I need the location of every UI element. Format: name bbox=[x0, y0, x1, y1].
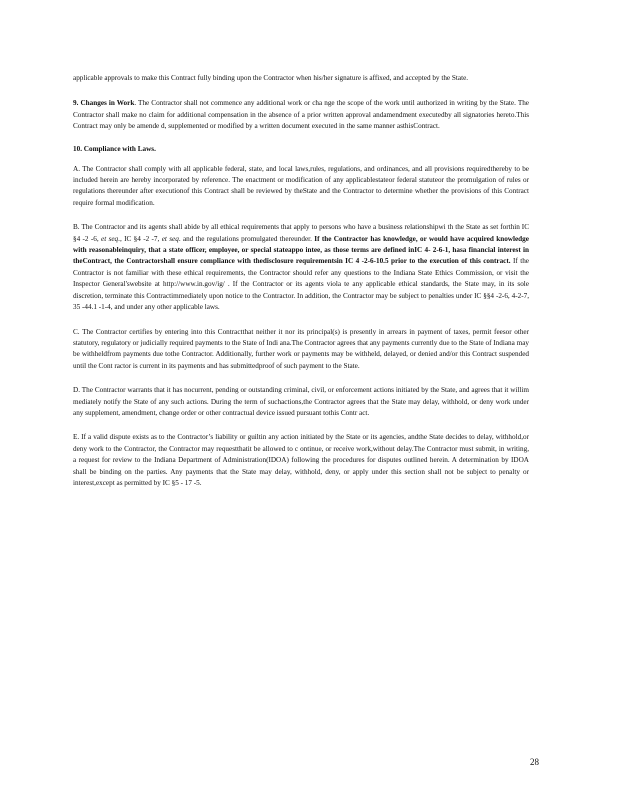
section-9-text: . The Contractor shall not commence any additional work or cha nge the scope of the work until authorized in writing by the State. The Contractor shall make no claim for additional compensation in the absence of a prior written approval andamendment executedby all signatories hereto.This Contract may only be amende d, supplemented or modified by a written document executed in the same manner asthisContract. bbox=[73, 99, 529, 131]
paragraph-10b bbox=[73, 222, 529, 313]
paragraph-10b-part3: . and the regulations promulgated thereunder. bbox=[178, 234, 312, 243]
paragraph-10a: A. The Contractor shall comply with all applicable federal, state, and local laws,rules, regulations, and ordinances, and all provisions requiredthereby to be included herein are hereby incorporated by reference. The enactment or modification of any applicablestateor federal statuteor the promulgation of rules or regulations thereunder after executionof this Contract shall be reviewed by theState and the Contractor to determine whether the provisions of this Contract require formal modification. bbox=[73, 164, 529, 207]
paragraph-10b-part1: B. The Contractor and its agents shall abide by all ethical requirements that apply to persons who have a business relationshipwi th the State as set forthin IC §4 -2 -6, bbox=[73, 223, 529, 243]
paragraph-approvals: applicable approvals to make this Contract fully binding upon the Contractor when his/her signature is affixed, and accepted by the State. bbox=[73, 74, 469, 82]
et-seq-1: et seq bbox=[101, 234, 119, 243]
section-9-changes-in-work bbox=[73, 98, 529, 132]
section-9-label: 9. Changes in Work bbox=[73, 99, 135, 108]
paragraph-10d: D. The Contractor warrants that it has nocurrent, pending or outstanding criminal, civil, or enforcement actions initiated by the State, and agrees that it willim mediately notify the State of any such actions. During the term of suchactions,the Contractor agrees that the State may delay, withhold, or deny work under any supplement, amendment, change order or other contractual device issued pursuant tothis Contr act. bbox=[73, 386, 529, 417]
et-seq-2: et seq bbox=[161, 234, 179, 243]
paragraph-10b-part4: If the Contractor is not familiar with these ethical requirements, the Contractor should refer any questions to the Indiana State Ethics Commission, or visit the Inspector General'swebsite at http://www.in.gov/ig/ . If the Contractor or its agents viola te any applicable ethical standards, the State may, in its sole discretion, terminate this Contractimmediately upon notice to the Contractor. In addition, the Contractor may be subject to penalties under IC §§4 -2-6, 4-2-7, 35 -44.1 -1-4, and under any other applicable laws. bbox=[73, 257, 529, 312]
paragraph-10b-bold-disclosure: If the Contractor has knowledge, or would have acquired knowledge with reasonableinquiry, that a state officer, employee, or special stateappo intee, as those terms are defined inIC 4- 2-6-1, hasa financial interest in theContract, the Contractorshall ensure compliance with thedisclosure requirementsin IC 4 -2-6-10.5 prior to the execution of this contract. bbox=[73, 234, 529, 266]
section-10-heading: 10. Compliance with Laws. bbox=[73, 144, 156, 153]
paragraph-10b-part2: ., IC §4 -2 -7, bbox=[118, 234, 160, 243]
paragraph-10e: E. If a valid dispute exists as to the Contractor’s liability or guiltin any action initiated by the State or its agencies, andthe State decides to delay, withhold,or deny work to the Contractor, the Contractor may requestthatit be allowed to c ontinue, or receive work,without delay.The Contractor must submit, in writing, a request for review to the Indiana Department of Administration(IDOA) following the procedures for disputes outlined herein. A determination by IDOA shall be binding on the parties. Any payments that the State may delay, withhold, deny, or apply under this section shall not be subject to penalty or interest,except as permitted by IC §5 - 17 -5. bbox=[73, 433, 529, 487]
page-number: 28 bbox=[530, 757, 539, 767]
paragraph-10c: C. The Contractor certifies by entering into this Contractthat neither it nor its principal(s) is presently in arrears in payment of taxes, permit feesor other statutory, regulatory or judicially required payments to the State of Indi ana.The Contractor agrees that any payments currently due to the State of Indiana may be withheldfrom payments due tothe Contractor. Additionally, further work or payments may be withheld, delayed, or denied and/or this Contract suspended until the Cont ractor is current in its payments and has submittedproof of such payment to the State. bbox=[73, 327, 529, 370]
document-page bbox=[73, 73, 529, 498]
